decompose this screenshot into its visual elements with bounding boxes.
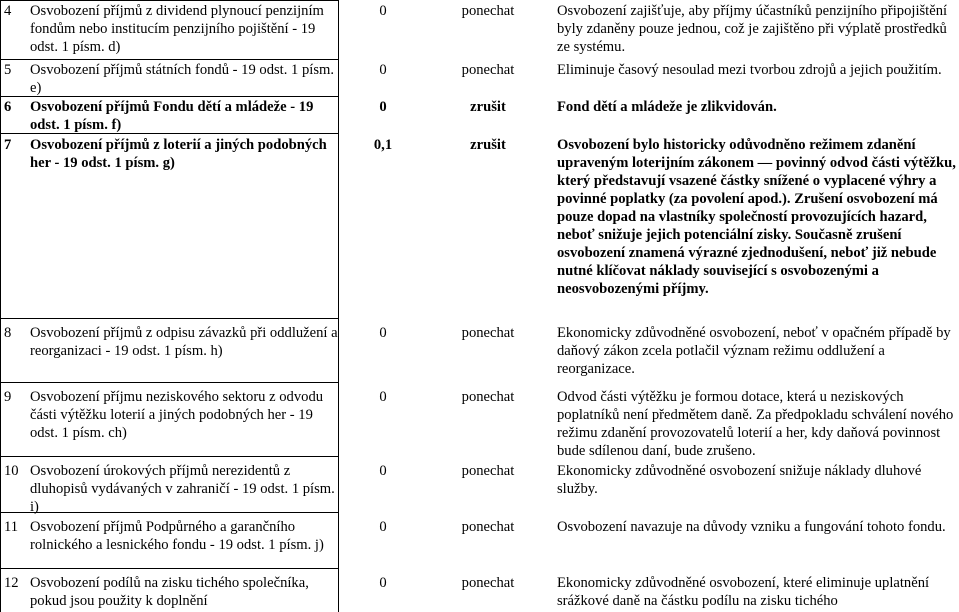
impact-value: 0,1 [373,137,393,153]
row-number: 6 [4,99,12,115]
row-number: 9 [4,389,12,405]
row-number: 8 [4,325,12,341]
exemption-title: Osvobození příjmů Fondu dětí a mládeže - 19 odst. 1 písm. f) [30,99,314,133]
row-divider [0,456,339,457]
recommended-action: ponechat [461,325,515,341]
row-divider [0,318,339,319]
impact-value: 0 [379,325,387,341]
recommended-action: zrušit [470,137,506,153]
justification-text: Fond dětí a mládeže je zlikvidován. [557,99,777,115]
table-border-left [0,0,1,612]
justification-text: Odvod části výtěžku je formou dotace, která u neziskových poplatníků není předmětem daně. Za předpokladu schválení nového režimu zdanění provozovatelů loterií a her, kdy daňová povinnost bude sdílenou daní, bude zrušeno. [557,389,954,459]
impact-value: 0 [379,519,387,535]
row-divider [0,59,339,60]
justification-text: Eliminuje časový nesoulad mezi tvorbou zdrojů a jejich použitím. [557,62,942,78]
recommended-action: ponechat [461,519,515,535]
impact-value: 0 [379,3,387,19]
exemption-title: Osvobození příjmů z loterií a jiných podobných her - 19 odst. 1 písm. g) [30,137,327,171]
recommended-action: ponechat [461,463,515,479]
row-number: 5 [4,62,12,78]
justification-text: Osvobození bylo historicky odůvodněno režimem zdanění upraveným loterijním zákonem — povinný odvod části výtěžku, který představují vsazené částky snížené o vyplacené výhry a povinné poplatky (za povolení apod.). Zrušení osvobození má pouze dopad na vlastníky společností provozujících hazard, neboť snižuje jejich potenciální zisky. Současně zrušení osvobození znamená výrazné zjednodušení, neboť již nebude nutné klíčovat náklady související s osvobozenými a neosvobozenými příjmy. [557,137,956,297]
exemption-title: Osvobození příjmů z dividend plynoucí penzijním fondům nebo institucím penzijního pojištění - 19 odst. 1 písm. d) [30,3,324,55]
impact-value: 0 [379,389,387,405]
row-divider [0,568,339,569]
row-number: 11 [4,519,19,535]
recommended-action: ponechat [461,575,515,591]
exemption-title: Osvobození příjmů státních fondů - 19 odst. 1 písm. e) [30,62,335,96]
impact-value: 0 [379,62,387,78]
row-number: 7 [4,137,12,153]
justification-text: Ekonomicky zdůvodněné osvobození, které eliminuje uplatnění srážkové daně na částku podílu na zisku tichého [557,575,930,609]
justification-text: Ekonomicky zdůvodněné osvobození snižuje náklady dluhové služby. [557,463,922,497]
impact-value: 0 [379,575,387,591]
impact-value: 0 [379,99,387,115]
recommended-action: ponechat [461,62,515,78]
justification-text: Osvobození navazuje na důvody vzniku a fungování tohoto fondu. [557,519,946,535]
recommended-action: ponechat [461,3,515,19]
exemption-title: Osvobození úrokových příjmů nerezidentů z dluhopisů vydávaných v zahraničí - 19 odst. 1 písm. i) [30,463,335,515]
table-column-divider [338,0,339,612]
justification-text: Osvobození zajišťuje, aby příjmy účastníků penzijního připojištění byly zdaněny pouze jednou, což je zajištěno při výplatě prostředků ze systému. [557,3,948,55]
exemption-title: Osvobození příjmu neziskového sektoru z odvodu části výtěžku loterií a jiných podobných her - 19 odst. 1 písm. ch) [30,389,324,441]
row-number: 10 [4,463,19,479]
row-divider [0,382,339,383]
recommended-action: ponechat [461,389,515,405]
row-number: 4 [4,3,12,19]
impact-value: 0 [379,463,387,479]
recommended-action: zrušit [470,99,506,115]
exemption-title: Osvobození příjmů z odpisu závazků při oddlužení a reorganizaci - 19 odst. 1 písm. h) [30,325,338,359]
row-divider [0,0,339,1]
exemption-title: Osvobození podílů na zisku tichého společníka, pokud jsou použity k doplnění [30,575,309,609]
row-number: 12 [4,575,19,591]
exemption-title: Osvobození příjmů Podpůrného a garančního rolnického a lesnického fondu - 19 odst. 1 písm. j) [30,519,324,553]
justification-text: Ekonomicky zdůvodněné osvobození, neboť v opačném případě by daňový zákon zcela potlačil význam režimu oddlužení a reorganizace. [557,325,951,377]
